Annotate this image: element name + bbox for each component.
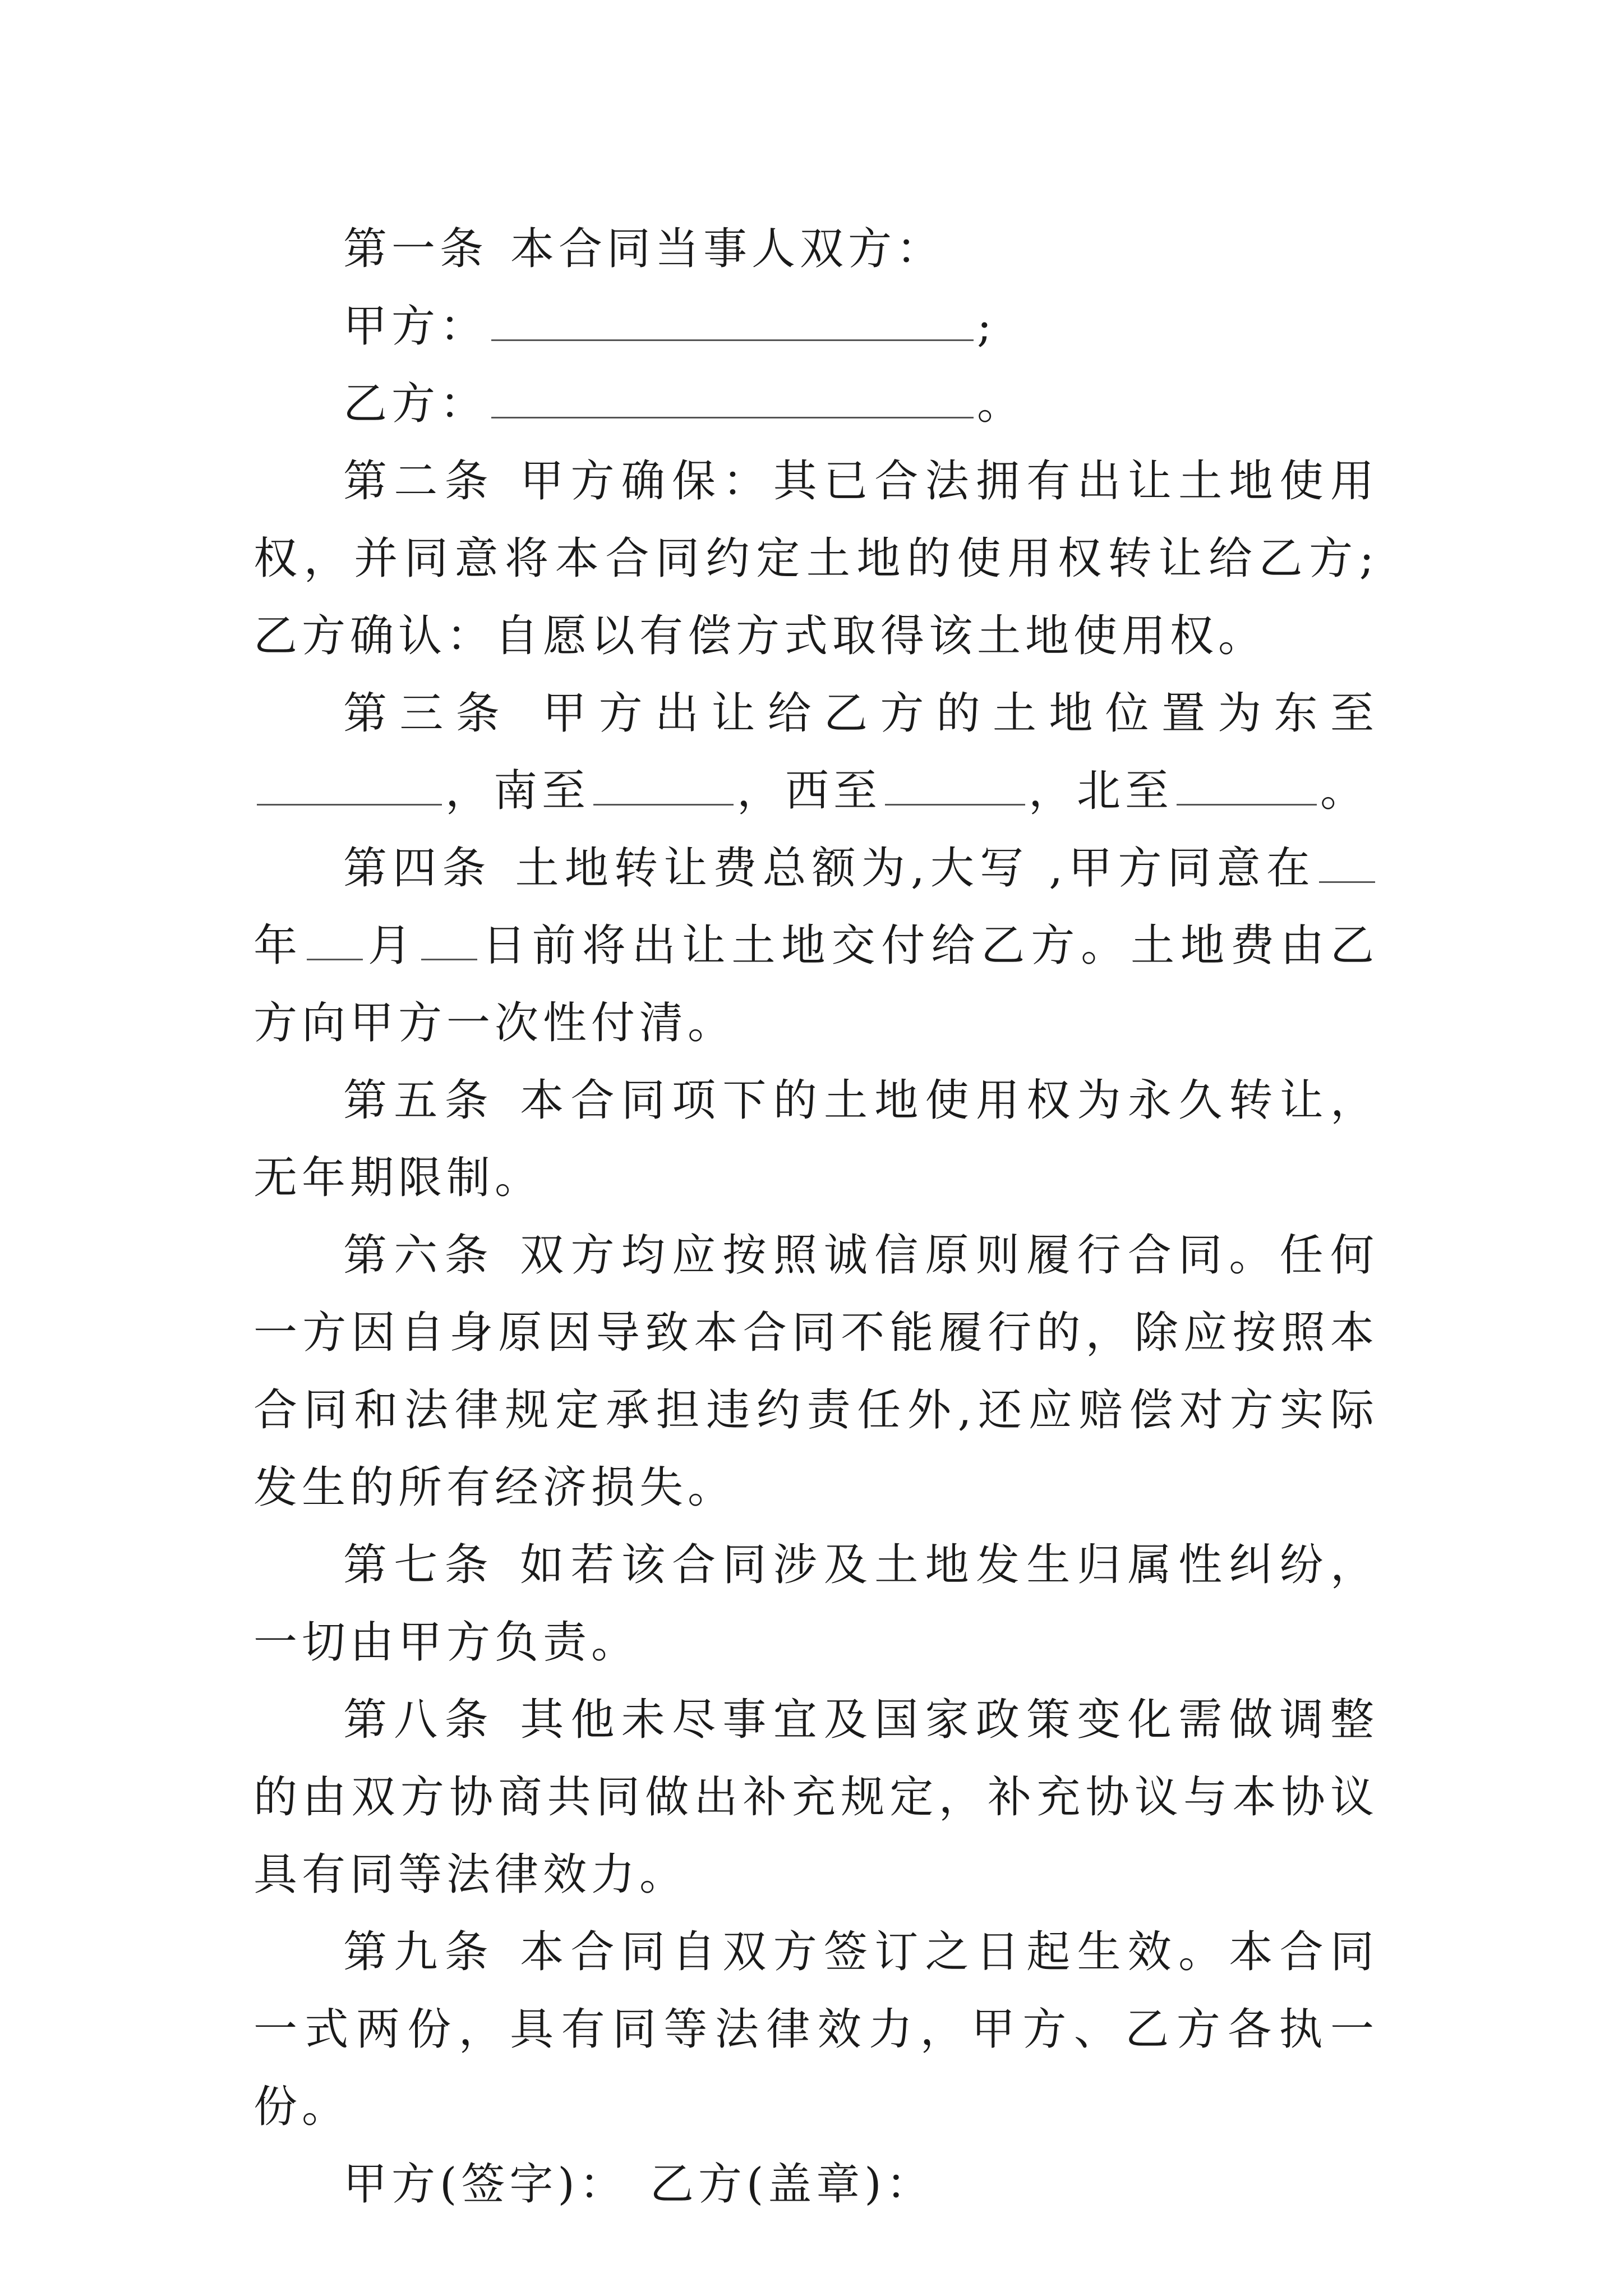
article-8-text: 其他未尽事宜及国家政策变化需做调整的由双方协商共同做出补充规定，补充协议与本协议具有同等法律效力。: [253, 1695, 1378, 1900]
party-a-end: ;: [977, 301, 997, 352]
article-3-title: 第三条: [343, 688, 512, 739]
article-3-text-south: ，南至: [445, 766, 591, 816]
article-6-title: 第六条: [343, 1230, 495, 1281]
south-blank: [593, 769, 734, 806]
signature-party-b: 乙方(盖章)：: [649, 2159, 934, 2210]
article-3: [253, 675, 1378, 830]
article-5-title: 第五条: [343, 1075, 495, 1126]
month-label: 月: [366, 921, 418, 971]
article-1: [253, 210, 1378, 288]
article-5-text: 本合同项下的土地使用权为永久转让，无年期限制。: [253, 1075, 1378, 1203]
party-a-label: 甲方：: [343, 301, 488, 352]
year-blank: [1319, 846, 1375, 883]
signature-party-a: 甲方(签字)：: [343, 2159, 628, 2210]
party-b-line: [253, 365, 1378, 443]
party-a-line: [253, 288, 1378, 365]
year-label: 年: [253, 921, 303, 971]
article-3-text-west: ，西至: [737, 766, 882, 816]
article-8: [253, 1681, 1378, 1913]
article-2-text: 甲方确保：其已合法拥有出让土地使用权，并同意将本合同约定土地的使用权转让给乙方;乙方确认：自愿以有偿方式取得该土地使用权。: [253, 456, 1378, 661]
article-3-end: 。: [1320, 766, 1369, 816]
article-9: [253, 1913, 1378, 2146]
party-a-blank: [491, 305, 974, 341]
north-blank: [1177, 769, 1317, 806]
article-1-text: 本合同当事人双方：: [510, 224, 945, 274]
article-4-title: 第四条: [343, 843, 492, 894]
party-b-end: 。: [977, 379, 1026, 429]
article-1-title: 第一条: [343, 224, 488, 274]
article-3-text-east: 甲方出让给乙方的土地位置为东至: [534, 688, 1378, 739]
article-4-text-1: 土地转让费总额为,大写 ,甲方同意在: [514, 843, 1316, 894]
party-b-blank: [491, 382, 974, 418]
article-2-title: 第二条: [343, 456, 495, 507]
east-blank: [257, 769, 442, 806]
article-7-text: 如若该合同涉及土地发生归属性纠纷，一切由甲方负责。: [253, 1540, 1378, 1668]
article-8-title: 第八条: [343, 1695, 495, 1745]
contract-body: [253, 210, 1378, 2223]
month-blank: [307, 924, 363, 960]
article-4-text-2: 日前将出让土地交付给乙方。土地费由乙方向甲方一次性付清。: [253, 921, 1378, 1048]
article-3-text-north: ，北至: [1029, 766, 1174, 816]
article-6: [253, 1217, 1378, 1526]
signature-line: [253, 2146, 1378, 2223]
day-blank: [421, 924, 477, 960]
article-4: [253, 830, 1378, 1062]
article-7: [253, 1526, 1378, 1681]
article-7-title: 第七条: [343, 1540, 495, 1590]
article-9-title: 第九条: [343, 1927, 495, 1977]
article-5: [253, 1062, 1378, 1217]
west-blank: [885, 769, 1025, 806]
party-b-label: 乙方：: [343, 379, 488, 429]
article-6-text: 双方均应按照诚信原则履行合同。任何一方因自身原因导致本合同不能履行的，除应按照本合同和法律规定承担违约责任外,还应赔偿对方实际发生的所有经济损失。: [253, 1230, 1378, 1513]
article-2: [253, 443, 1378, 675]
article-9-text: 本合同自双方签订之日起生效。本合同一式两份，具有同等法律效力，甲方、乙方各执一份。: [253, 1927, 1378, 2132]
